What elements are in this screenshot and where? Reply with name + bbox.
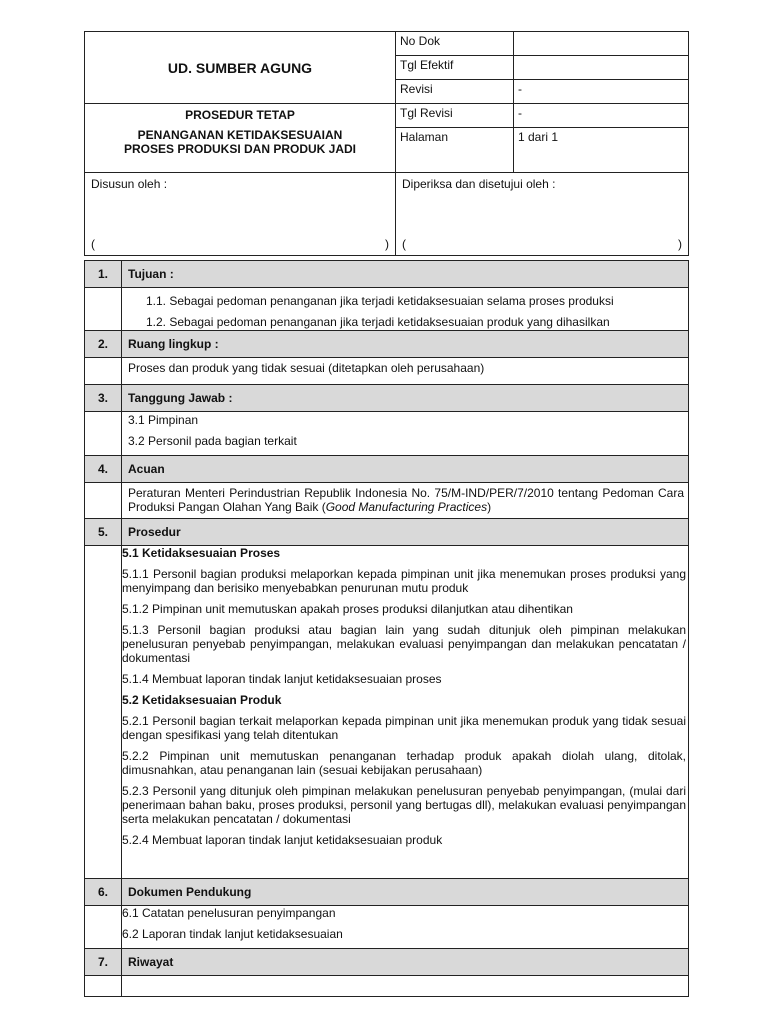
meta-value-revisi: - xyxy=(514,80,689,104)
paragraph: 5.2.1 Personil bagian terkait melaporkan kepada pimpinan unit jika menemukan produk yang tidak sesuai dengan spesifikasi yang telah ditentukan xyxy=(122,714,686,742)
riwayat-content xyxy=(122,976,689,997)
section-number: 2. xyxy=(85,331,122,358)
title-line-2: PENANGANAN KETIDAKSESUAIAN xyxy=(137,128,343,142)
prepared-signature-line xyxy=(91,237,389,251)
subsection-heading: 5.1 Ketidaksesuaian Proses xyxy=(122,546,281,560)
meta-value-tgl-revisi: - xyxy=(514,104,689,128)
title-line-1: PROSEDUR TETAP xyxy=(185,108,295,122)
paragraph: 5.2.2 Pimpinan unit memutuskan penanganan terhadap produk apakah diolah ulang, ditolak, dimusnahkan, atau penanganan lain (sesuai kebijakan perusahaan) xyxy=(122,749,686,777)
document-title xyxy=(85,104,396,173)
section-header-dokumen-pendukung xyxy=(85,879,689,906)
paragraph: 5.1.4 Membuat laporan tindak lanjut ketidaksesuaian proses xyxy=(122,672,442,686)
list-item: 1.2. Sebagai pedoman penanganan jika terjadi ketidaksesuaian produk yang dihasilkan xyxy=(146,315,610,329)
paren-open: ( xyxy=(402,237,406,251)
paragraph: 5.2.4 Membuat laporan tindak lanjut ketidaksesuaian produk xyxy=(122,833,443,847)
tujuan-content xyxy=(122,288,689,331)
subsection-heading: 5.2 Ketidaksesuaian Produk xyxy=(122,693,282,707)
ruang-lingkup-content xyxy=(122,358,689,385)
list-item: 3.1 Pimpinan xyxy=(128,413,199,427)
paragraph xyxy=(128,486,684,514)
section-number: 3. xyxy=(85,385,122,412)
section-title: Acuan xyxy=(122,456,689,483)
paragraph: 5.1.3 Personil bagian produksi atau bagian lain yang sudah ditunjuk oleh pimpinan melakukan penelusuran penyebab penyimpangan, melakukan evaluasi penyimpangan dan melakukan pencatatan / dokumentasi xyxy=(122,623,686,665)
list-item: 6.1 Catatan penelusuran penyimpangan xyxy=(122,906,336,920)
section-header-tujuan xyxy=(85,261,689,288)
reference-end: ) xyxy=(487,500,492,514)
acuan-content xyxy=(122,483,689,519)
tanggung-jawab-content xyxy=(122,412,689,456)
procedure-table xyxy=(84,260,689,997)
section-number: 6. xyxy=(85,879,122,906)
prosedur-content xyxy=(122,546,689,879)
meta-label-no-dok: No Dok xyxy=(396,32,514,56)
paragraph: 5.1.2 Pimpinan unit memutuskan apakah proses produksi dilanjutkan atau dihentikan xyxy=(122,602,573,616)
meta-value-halaman: 1 dari 1 xyxy=(514,128,689,173)
section-header-acuan xyxy=(85,456,689,483)
section-number: 1. xyxy=(85,261,122,288)
paragraph: Proses dan produk yang tidak sesuai (ditetapkan oleh perusahaan) xyxy=(128,361,485,375)
meta-value-no-dok xyxy=(514,32,689,56)
prepared-by-label: Disusun oleh : xyxy=(91,177,168,191)
section-header-riwayat xyxy=(85,949,689,976)
dokumen-pendukung-content xyxy=(122,906,689,949)
approved-by-label: Diperiksa dan disetujui oleh : xyxy=(402,177,556,191)
section-title: Ruang lingkup : xyxy=(122,331,689,358)
section-title: Tanggung Jawab : xyxy=(122,385,689,412)
paren-close: ) xyxy=(385,237,389,251)
document-header-table xyxy=(84,31,689,256)
list-item: 1.1. Sebagai pedoman penanganan jika terjadi ketidaksesuaian selama proses produksi xyxy=(146,294,614,308)
reference-text: Peraturan Menteri Perindustrian Republik Indonesia No. 75/M-IND/PER/7/2010 tentang Pedoman Cara Produksi Pangan Olahan Yang Baik ( xyxy=(128,486,684,514)
paren-open: ( xyxy=(91,237,95,251)
section-number: 7. xyxy=(85,949,122,976)
approved-signature-line xyxy=(402,237,682,251)
list-item: 6.2 Laporan tindak lanjut ketidaksesuaian xyxy=(122,927,343,941)
paren-close: ) xyxy=(678,237,682,251)
section-title: Dokumen Pendukung xyxy=(122,879,689,906)
section-header-ruang-lingkup xyxy=(85,331,689,358)
list-item: 3.2 Personil pada bagian terkait xyxy=(128,434,297,448)
section-number: 4. xyxy=(85,456,122,483)
section-title: Prosedur xyxy=(122,519,689,546)
section-title: Tujuan : xyxy=(122,261,689,288)
section-header-tanggung-jawab xyxy=(85,385,689,412)
section-title: Riwayat xyxy=(122,949,689,976)
meta-label-tgl-revisi: Tgl Revisi xyxy=(396,104,514,128)
paragraph: 5.2.3 Personil yang ditunjuk oleh pimpinan melakukan penelusuran penyebab penyimpangan, (mulai dari penerimaan bahan baku, proses produksi, personil yang bertugas dll), melakukan evaluasi penyimpangan serta melakukan pencatatan / dokumentasi xyxy=(122,784,686,826)
meta-label-halaman: Halaman xyxy=(396,128,514,173)
meta-value-tgl-efektif xyxy=(514,56,689,80)
meta-label-tgl-efektif: Tgl Efektif xyxy=(396,56,514,80)
meta-label-revisi: Revisi xyxy=(396,80,514,104)
approved-by-cell xyxy=(396,173,689,256)
section-header-prosedur xyxy=(85,519,689,546)
company-name: UD. SUMBER AGUNG xyxy=(85,32,396,104)
paragraph: 5.1.1 Personil bagian produksi melaporkan kepada pimpinan unit jika menemukan proses produksi yang menyimpang dan berisiko menyebabkan penurunan mutu produk xyxy=(122,567,686,595)
title-line-3: PROSES PRODUKSI DAN PRODUK JADI xyxy=(123,142,357,156)
reference-italic: Good Manufacturing Practices xyxy=(325,500,488,514)
section-number: 5. xyxy=(85,519,122,546)
prepared-by-cell xyxy=(85,173,396,256)
